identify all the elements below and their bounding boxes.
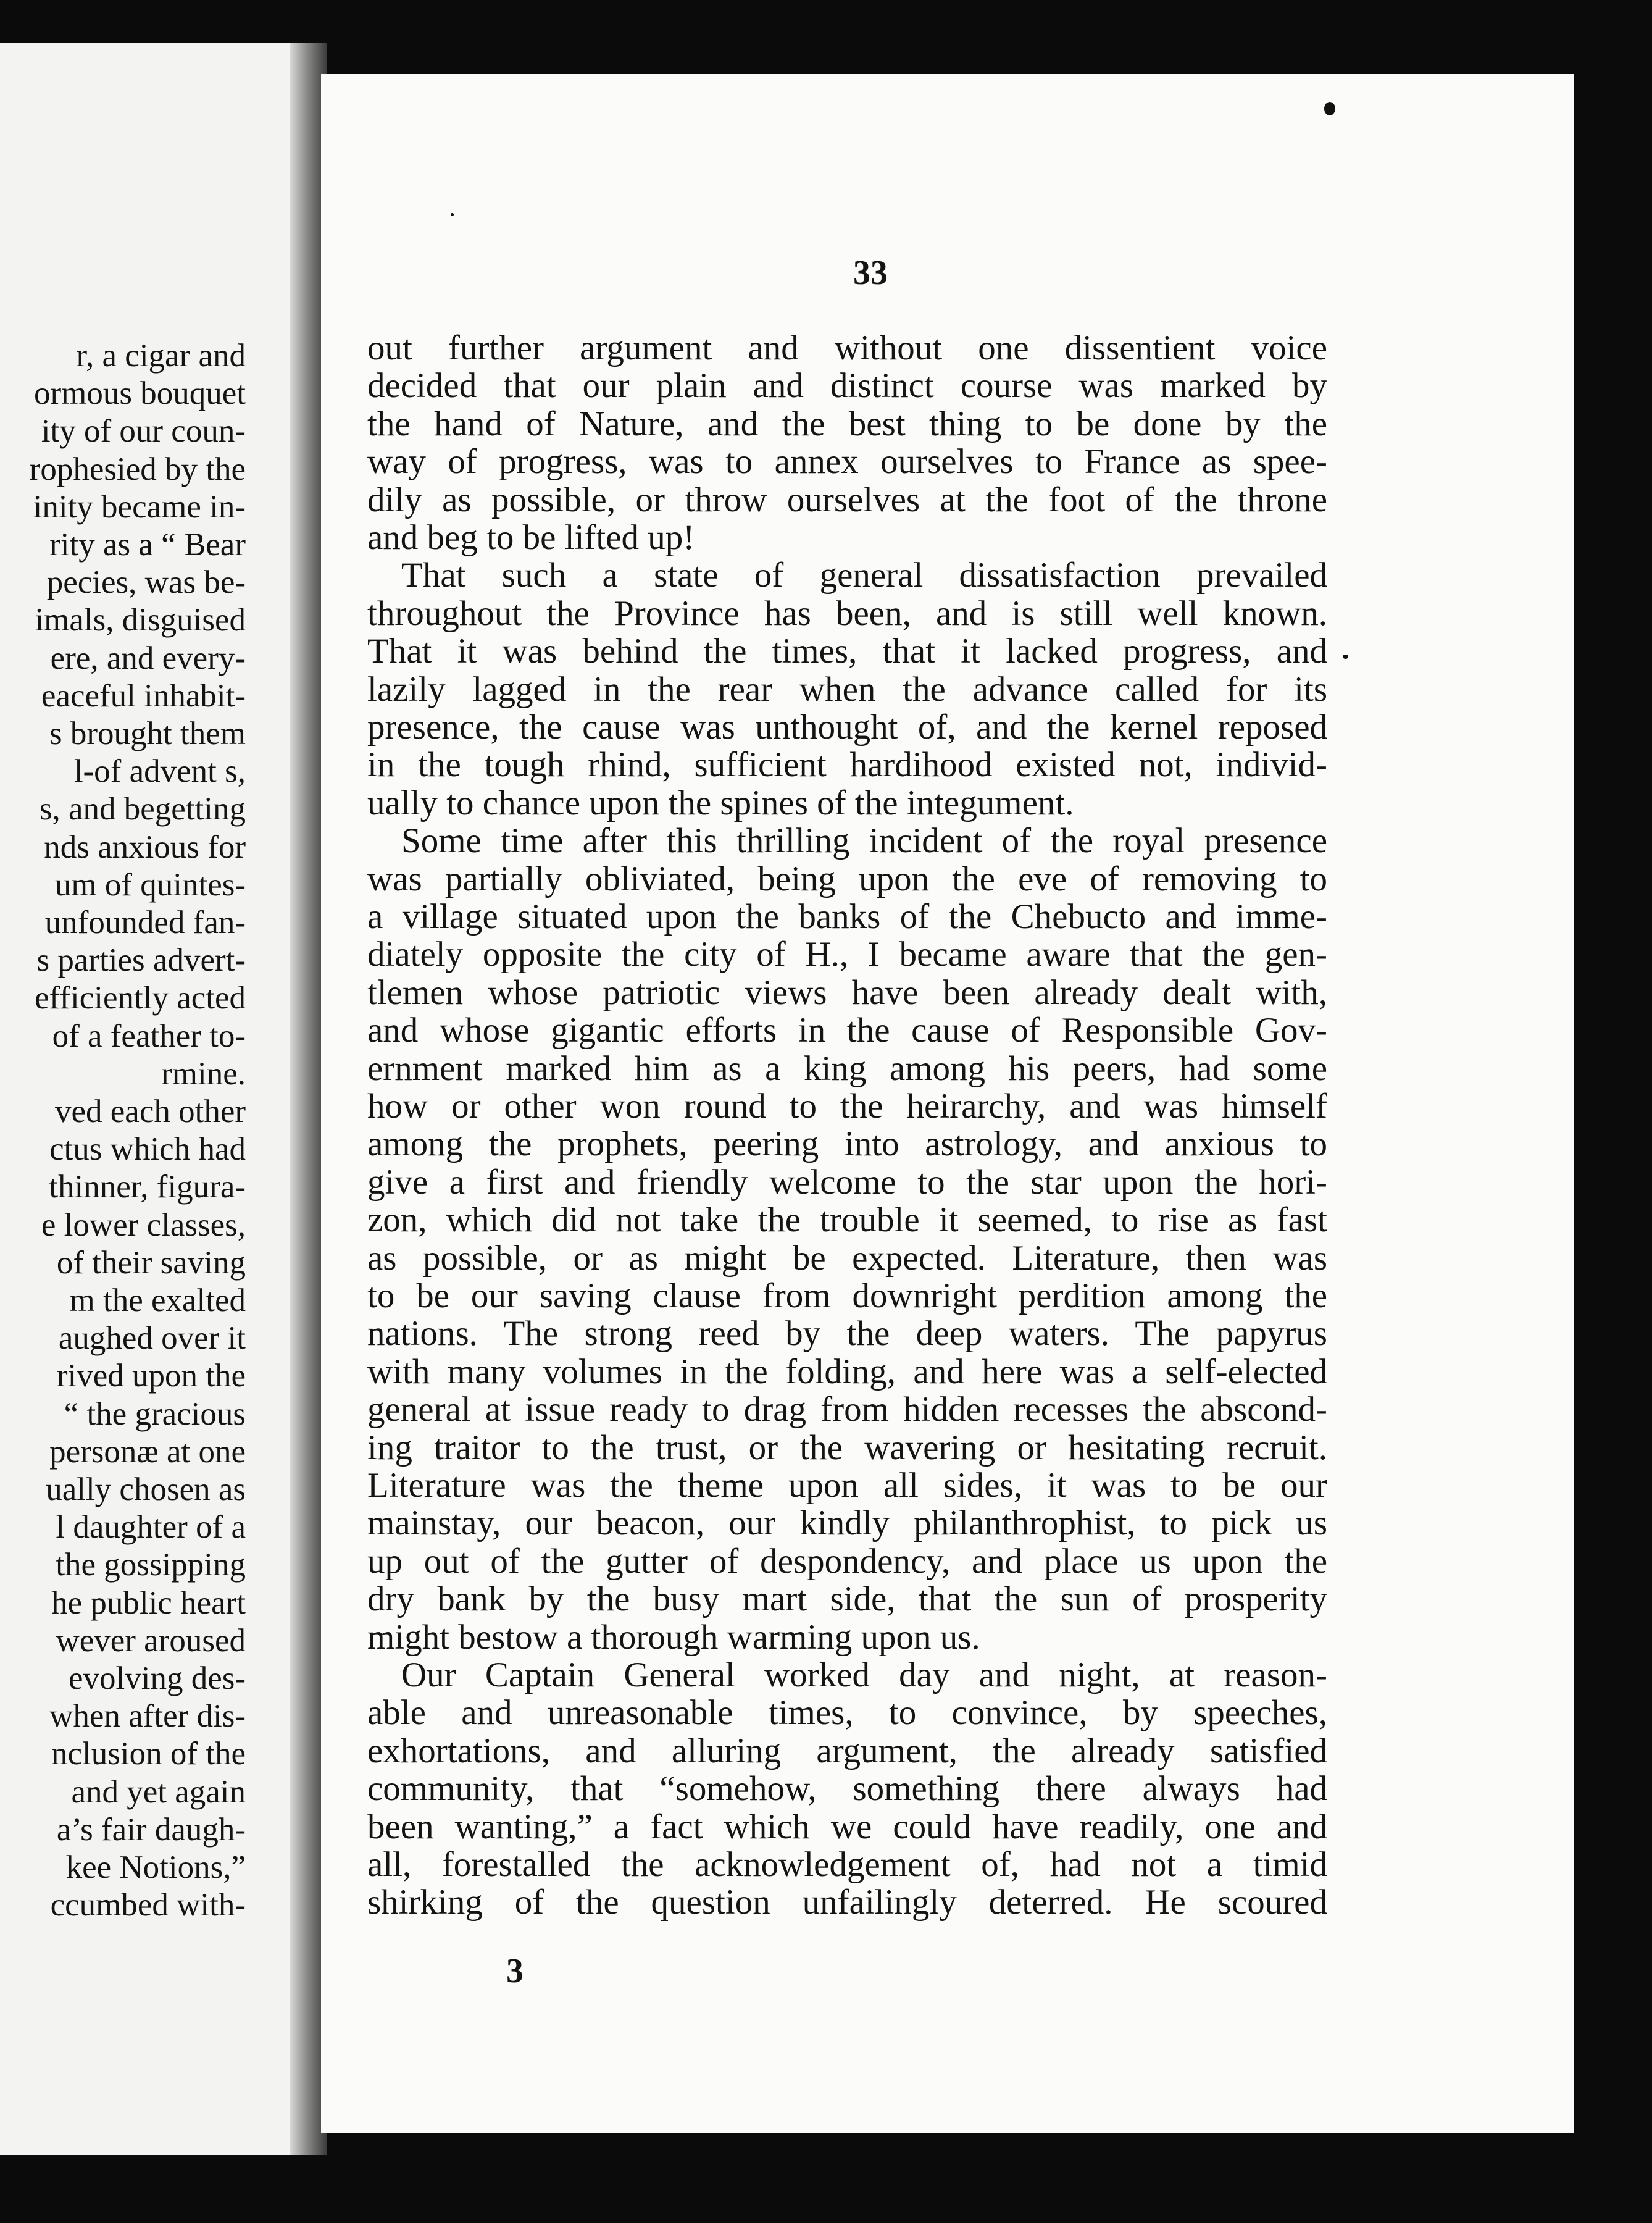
left-text-line: nclusion of the <box>51 1736 246 1772</box>
ink-speck <box>1324 102 1335 115</box>
text-line: might bestow a thorough warming upon us. <box>367 1617 980 1657</box>
text-line: diately opposite the city of H., I became aware that the gen- <box>367 935 1327 974</box>
left-text-line: eaceful inhabit- <box>41 677 246 714</box>
text-line: to be our saving clause from downright perdition among the <box>367 1276 1327 1315</box>
left-page <box>0 43 302 2155</box>
text-line: out further argument and without one dissentient voice <box>367 329 1327 367</box>
text-line: was partially obliviated, being upon the eve of removing to <box>367 859 1327 898</box>
left-text-line: um of quintes- <box>54 866 246 903</box>
left-text-line: imals, disguised <box>35 602 246 638</box>
left-text-line: ctus which had <box>49 1131 246 1168</box>
text-line: give a first and friendly welcome to the star upon the hori- <box>367 1162 1327 1202</box>
left-text-line: “ the gracious <box>64 1396 246 1432</box>
text-line: a village situated upon the banks of the Chebucto and imme- <box>367 897 1327 936</box>
text-line: community, that “somehow, something there always had <box>367 1769 1327 1809</box>
text-line: shirking of the question unfailingly deterred. He scoured <box>367 1883 1327 1922</box>
left-text-line: l daughter of a <box>56 1509 246 1546</box>
left-text-line: ity of our coun- <box>41 413 246 450</box>
text-line: lazily lagged in the rear when the advance called for its <box>367 669 1327 709</box>
text-line: Some time after this thrilling incident of the royal presence <box>401 821 1327 861</box>
left-text-line: ved each other <box>55 1094 246 1129</box>
left-text-line: e lower classes, <box>41 1207 246 1243</box>
text-line: That it was behind the times, that it lacked progress, and <box>367 632 1327 671</box>
text-line: Literature was the theme upon all sides, it was to be our <box>367 1466 1327 1505</box>
text-line: how or other won round to the heirarchy, and was himself <box>367 1087 1327 1126</box>
left-text-line: s brought them <box>49 716 246 751</box>
left-text-line: nds anxious for <box>44 829 246 865</box>
left-text-line: kee Notions,” <box>65 1849 246 1885</box>
left-text-line: he public heart <box>51 1585 246 1621</box>
left-text-line: ere, and every- <box>50 640 246 676</box>
right-page <box>321 74 1574 2133</box>
left-text-line: rity as a “ Bear <box>49 527 246 563</box>
left-text-line: evolving des- <box>68 1660 246 1696</box>
left-text-line: l-of advent s, <box>73 753 246 790</box>
left-text-line: ccumbed with- <box>50 1887 246 1924</box>
left-text-line: efficiently acted <box>35 980 246 1016</box>
left-text-line: inity became in- <box>33 488 246 525</box>
ink-speck <box>451 213 454 216</box>
text-line: nations. The strong reed by the deep waters. The papyrus <box>367 1314 1327 1354</box>
left-text-line: of a feather to- <box>52 1018 246 1054</box>
left-text-line: wever aroused <box>56 1622 246 1659</box>
text-line: and whose gigantic efforts in the cause of Responsible Gov- <box>367 1011 1327 1050</box>
left-text-line: the gossipping <box>56 1547 246 1583</box>
text-line: among the prophets, peering into astrology, and anxious to <box>367 1124 1327 1164</box>
text-line: and beg to be lifted up! <box>367 518 695 557</box>
text-line: as possible, or as might be expected. Literature, then was <box>367 1238 1327 1278</box>
left-text-line: s, and begetting <box>39 791 246 827</box>
ink-speck <box>1343 655 1348 659</box>
left-text-line: pecies, was be- <box>46 564 246 601</box>
left-text-line: personæ at one <box>49 1433 246 1470</box>
left-text-line: m the exalted <box>69 1283 246 1318</box>
text-line: the hand of Nature, and the best thing to be done by the <box>367 404 1327 443</box>
text-line: ing traitor to the trust, or the wavering or hesitating recruit. <box>367 1428 1327 1467</box>
text-line: mainstay, our beacon, our kindly philanthrophist, to pick us <box>367 1504 1327 1543</box>
text-line: ernment marked him as a king among his peers, had some <box>367 1049 1327 1088</box>
text-line: exhortations, and alluring argument, the already satisfied <box>367 1731 1327 1770</box>
left-text-line: when after dis- <box>49 1698 246 1735</box>
left-text-line: unfounded fan- <box>44 905 246 940</box>
text-line: able and unreasonable times, to convince, by speeches, <box>367 1693 1327 1733</box>
left-text-line: thinner, figura- <box>49 1169 246 1205</box>
text-line: decided that our plain and distinct course was marked by <box>367 366 1327 406</box>
text-line: way of progress, was to annex ourselves to France as spee- <box>367 442 1327 482</box>
left-text-line: ually chosen as <box>46 1472 246 1507</box>
text-line: throughout the Province has been, and is still well known. <box>367 593 1327 633</box>
text-line: dry bank by the busy mart side, that the sun of prosperity <box>367 1580 1327 1619</box>
text-line: Our Captain General worked day and night, at reason- <box>401 1656 1327 1694</box>
left-text-line: aughed over it <box>58 1320 246 1357</box>
left-text-line: r, a cigar and <box>76 338 246 374</box>
left-text-line: rmine. <box>161 1055 246 1092</box>
text-line: been wanting,” a fact which we could have readily, one and <box>367 1807 1327 1846</box>
signature-mark: 3 <box>506 1952 524 1990</box>
page-number: 33 <box>853 254 888 292</box>
text-line: in the tough rhind, sufficient hardihood existed not, individ- <box>367 745 1327 785</box>
text-line: up out of the gutter of despondency, and place us upon the <box>367 1541 1327 1581</box>
text-line: ually to chance upon the spines of the integument. <box>367 783 1074 823</box>
text-line: tlemen whose patriotic views have been already dealt with, <box>367 973 1327 1012</box>
text-line: That such a state of general dissatisfaction prevailed <box>401 556 1327 595</box>
left-text-line: of their saving <box>56 1244 246 1281</box>
left-text-line: s parties advert- <box>36 942 246 979</box>
left-text-line: a’s fair daugh- <box>56 1811 246 1848</box>
text-line: dily as possible, or throw ourselves at the foot of the throne <box>367 480 1327 519</box>
left-text-line: and yet again <box>71 1773 246 1810</box>
text-line: presence, the cause was unthought of, and the kernel reposed <box>367 708 1327 747</box>
left-text-line: rophesied by the <box>29 451 246 487</box>
text-line: general at issue ready to drag from hidden recesses the abscond- <box>367 1390 1327 1430</box>
text-line: with many volumes in the folding, and here was a self-elected <box>367 1352 1327 1391</box>
left-text-line: ormous bouquet <box>34 375 246 412</box>
text-line: all, forestalled the acknowledgement of, had not a timid <box>367 1845 1327 1884</box>
left-text-line: rived upon the <box>56 1358 246 1394</box>
text-line: zon, which did not take the trouble it seemed, to rise as fast <box>367 1200 1327 1240</box>
